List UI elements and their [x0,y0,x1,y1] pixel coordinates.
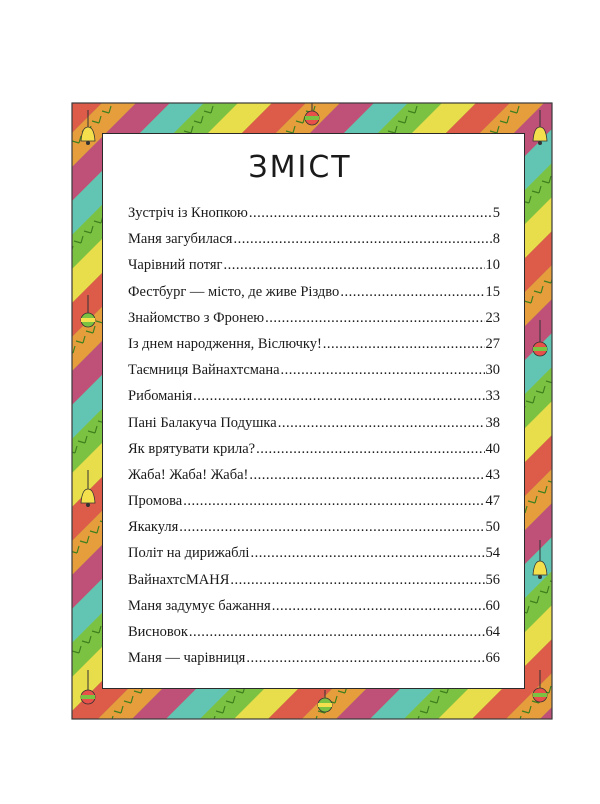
frame-stripe [592,103,600,803]
branch-needle [452,776,461,783]
toc-entry [128,624,500,650]
toc-leader-dots [340,284,484,301]
branch-needle [432,796,441,803]
branch-needle [74,746,83,753]
branch-needle [340,786,349,793]
toc-entry [128,336,500,362]
toc-entry-title: Рибоманія [128,388,193,405]
branch-needle [576,346,585,353]
branch-needle [156,766,165,773]
branch-needle [46,366,55,373]
toc-entry-title: Як врятувати крила? [128,440,256,457]
branch-needle [12,706,21,713]
branch-needle [228,796,237,803]
toc-entry-page-number: 38 [485,414,500,431]
branch-needle [582,646,591,653]
branch-needle [146,776,155,783]
branch-needle [2,716,11,723]
branch-needle [94,726,103,733]
branch-needle [0,216,1,223]
branch-needle [594,736,600,743]
branch-needle [288,736,297,743]
toc-leader-dots [250,545,484,562]
branch-needle [84,736,93,743]
toc-entry [128,519,500,545]
branch-needle [34,276,43,283]
toc-leader-dots [189,624,485,641]
toc-leader-dots [179,519,484,536]
branch-needle [400,726,409,733]
branch-needle [48,466,57,473]
toc-leader-dots [323,336,485,353]
branch-needle [12,196,21,203]
toc-entry-title: Маня загубилася [128,231,233,248]
toc-leader-dots [272,598,485,615]
branch-needle [592,636,600,643]
toc-leader-dots [256,441,484,458]
toc-entry [128,205,500,231]
toc-entry-page-number: 50 [485,519,500,536]
branch-needle [38,476,47,483]
toc-entry-page-number: 43 [485,466,500,483]
branch-needle [28,486,37,493]
toc-entry [128,545,500,571]
branch-needle [592,126,600,133]
branch-needle [26,386,35,393]
branch-needle [582,136,591,143]
branch-needle [8,506,17,513]
branch-needle [54,766,63,773]
toc-leader-dots [183,493,484,510]
branch-needle [594,226,600,233]
branch-needle [584,746,593,753]
branch-needle [278,746,287,753]
branch-needle [554,266,563,273]
branch-needle [574,246,583,253]
branch-needle [492,736,501,743]
toc-entry [128,388,500,414]
toc-leader-dots [230,572,484,589]
toc-entry [128,493,500,519]
toc-entry [128,650,500,676]
toc-entry [128,284,500,310]
branch-needle [556,366,565,373]
branch-needle [588,436,597,443]
branch-needle [22,186,31,193]
branch-needle [248,776,257,783]
branch-needle [176,746,185,753]
frame-stripe [0,103,68,803]
branch-needle [0,106,9,113]
branch-needle [544,786,553,793]
branch-needle [590,536,599,543]
branch-needle [186,736,195,743]
branch-needle [36,376,45,383]
toc-leader-dots [249,467,484,484]
branch-needle [558,466,567,473]
toc-entry-title: Фестбург — місто, де живе Різдво [128,283,340,300]
branch-needle [62,656,71,663]
toc-entry [128,441,500,467]
toc-entry-page-number: 40 [485,440,500,457]
toc-entry-page-number: 5 [492,205,500,221]
branch-needle [568,456,577,463]
branch-needle [238,786,247,793]
branch-needle [562,666,571,673]
branch-needle [572,656,581,663]
branch-needle [380,746,389,753]
branch-needle [462,766,471,773]
branch-needle [56,356,65,363]
branch-needle [350,776,359,783]
branch-needle [570,556,579,563]
branch-needle [586,336,595,343]
toc-leader-dots [281,362,485,379]
toc-entry-page-number: 27 [485,335,500,352]
branch-needle [370,756,379,763]
toc-entry-page-number: 33 [485,388,500,405]
branch-needle [0,416,5,423]
branch-needle [2,206,11,213]
branch-needle [584,236,593,243]
branch-needle [30,586,39,593]
toc-entry-title: Пані Балакуча Подушка [128,414,277,431]
toc-entry-title: Знайомство з Фронею [128,309,265,326]
branch-needle [50,566,59,573]
toc-entry-title: ВайнахтсМАНЯ [128,571,230,588]
toc-entry-page-number: 54 [485,545,500,562]
branch-needle [580,546,589,553]
branch-needle [534,796,543,803]
branch-needle [34,786,43,793]
branch-needle [24,286,33,293]
branch-needle [136,786,145,793]
toc-leader-dots [233,231,491,248]
branch-needle [16,396,25,403]
branch-needle [10,606,19,613]
toc-entry-title: Промова [128,493,183,510]
branch-needle [566,356,575,363]
toc-entry-title: Якакуля [128,519,179,536]
branch-needle [442,786,451,793]
branch-needle [390,736,399,743]
branch-needle [4,306,13,313]
toc-entry-title: Політ на дирижаблі [128,545,250,562]
branch-needle [0,616,9,623]
toc-entry-title: Жаба! Жаба! Жаба! [128,466,249,483]
toc-entry-page-number: 8 [492,231,500,248]
branch-needle [52,666,61,673]
branch-needle [560,566,569,573]
toc-entry-title: Таємниця Вайнахтсмана [128,362,280,379]
toc-entry-title: Зустріч із Кнопкою [128,205,248,221]
branch-needle [20,596,29,603]
toc-entry [128,310,500,336]
branch-needle [40,576,49,583]
branch-needle [6,406,15,413]
toc-entry-page-number: 10 [485,257,500,274]
frame-stripe [558,103,600,803]
branch-needle [166,756,175,763]
toc-entry [128,415,500,441]
toc-entry-page-number: 66 [485,650,500,667]
toc-list [128,205,500,676]
toc-leader-dots [246,650,484,667]
branch-needle [14,296,23,303]
branch-needle [502,726,511,733]
branch-needle [42,676,51,683]
toc-leader-dots [193,388,484,405]
branch-needle [552,676,561,683]
toc-entry-page-number: 64 [485,624,500,640]
toc-entry-title: Маня — чарівниця [128,650,246,667]
branch-needle [298,726,307,733]
branch-needle [126,796,135,803]
toc-entry-title: Із днем народження, Віслючку! [128,335,322,352]
toc-entry [128,231,500,257]
branch-needle [482,746,491,753]
toc-heading: ЗМІСТ [248,150,352,185]
branch-needle [0,516,7,523]
toc-entry-page-number: 47 [485,493,500,510]
branch-needle [564,256,573,263]
toc-entry-page-number: 56 [485,571,500,588]
branch-needle [554,776,563,783]
toc-leader-dots [265,310,484,327]
frame-stripe [0,103,34,803]
toc-entry-page-number: 60 [485,597,500,614]
toc-entry [128,362,500,388]
branch-needle [578,446,587,453]
branch-needle [196,726,205,733]
toc-entry-page-number: 23 [485,309,500,326]
branch-needle [18,496,27,503]
toc-leader-dots [278,415,485,432]
toc-entry [128,257,500,283]
toc-leader-dots [249,205,492,222]
branch-needle [24,796,33,803]
branch-needle [564,766,573,773]
branch-needle [0,726,1,733]
branch-needle [258,766,267,773]
branch-needle [64,756,73,763]
toc-entry-page-number: 15 [485,283,500,300]
toc-entry [128,467,500,493]
branch-needle [472,756,481,763]
branch-needle [32,686,41,693]
branch-needle [60,556,69,563]
branch-needle [22,696,31,703]
branch-needle [54,256,63,263]
toc-entry [128,572,500,598]
toc-leader-dots [223,257,484,274]
branch-needle [574,756,583,763]
branch-needle [44,266,53,273]
toc-entry-page-number: 30 [485,362,500,379]
branch-needle [268,756,277,763]
toc-entry-title: Чарівний потяг [128,257,223,274]
branch-needle [596,326,600,333]
branch-needle [44,776,53,783]
toc-entry [128,598,500,624]
branch-needle [0,316,3,323]
branch-needle [58,456,67,463]
toc-entry-title: Висновок [128,624,188,640]
toc-entry-title: Маня задумує бажання [128,597,271,614]
branch-needle [330,796,339,803]
branch-needle [360,766,369,773]
